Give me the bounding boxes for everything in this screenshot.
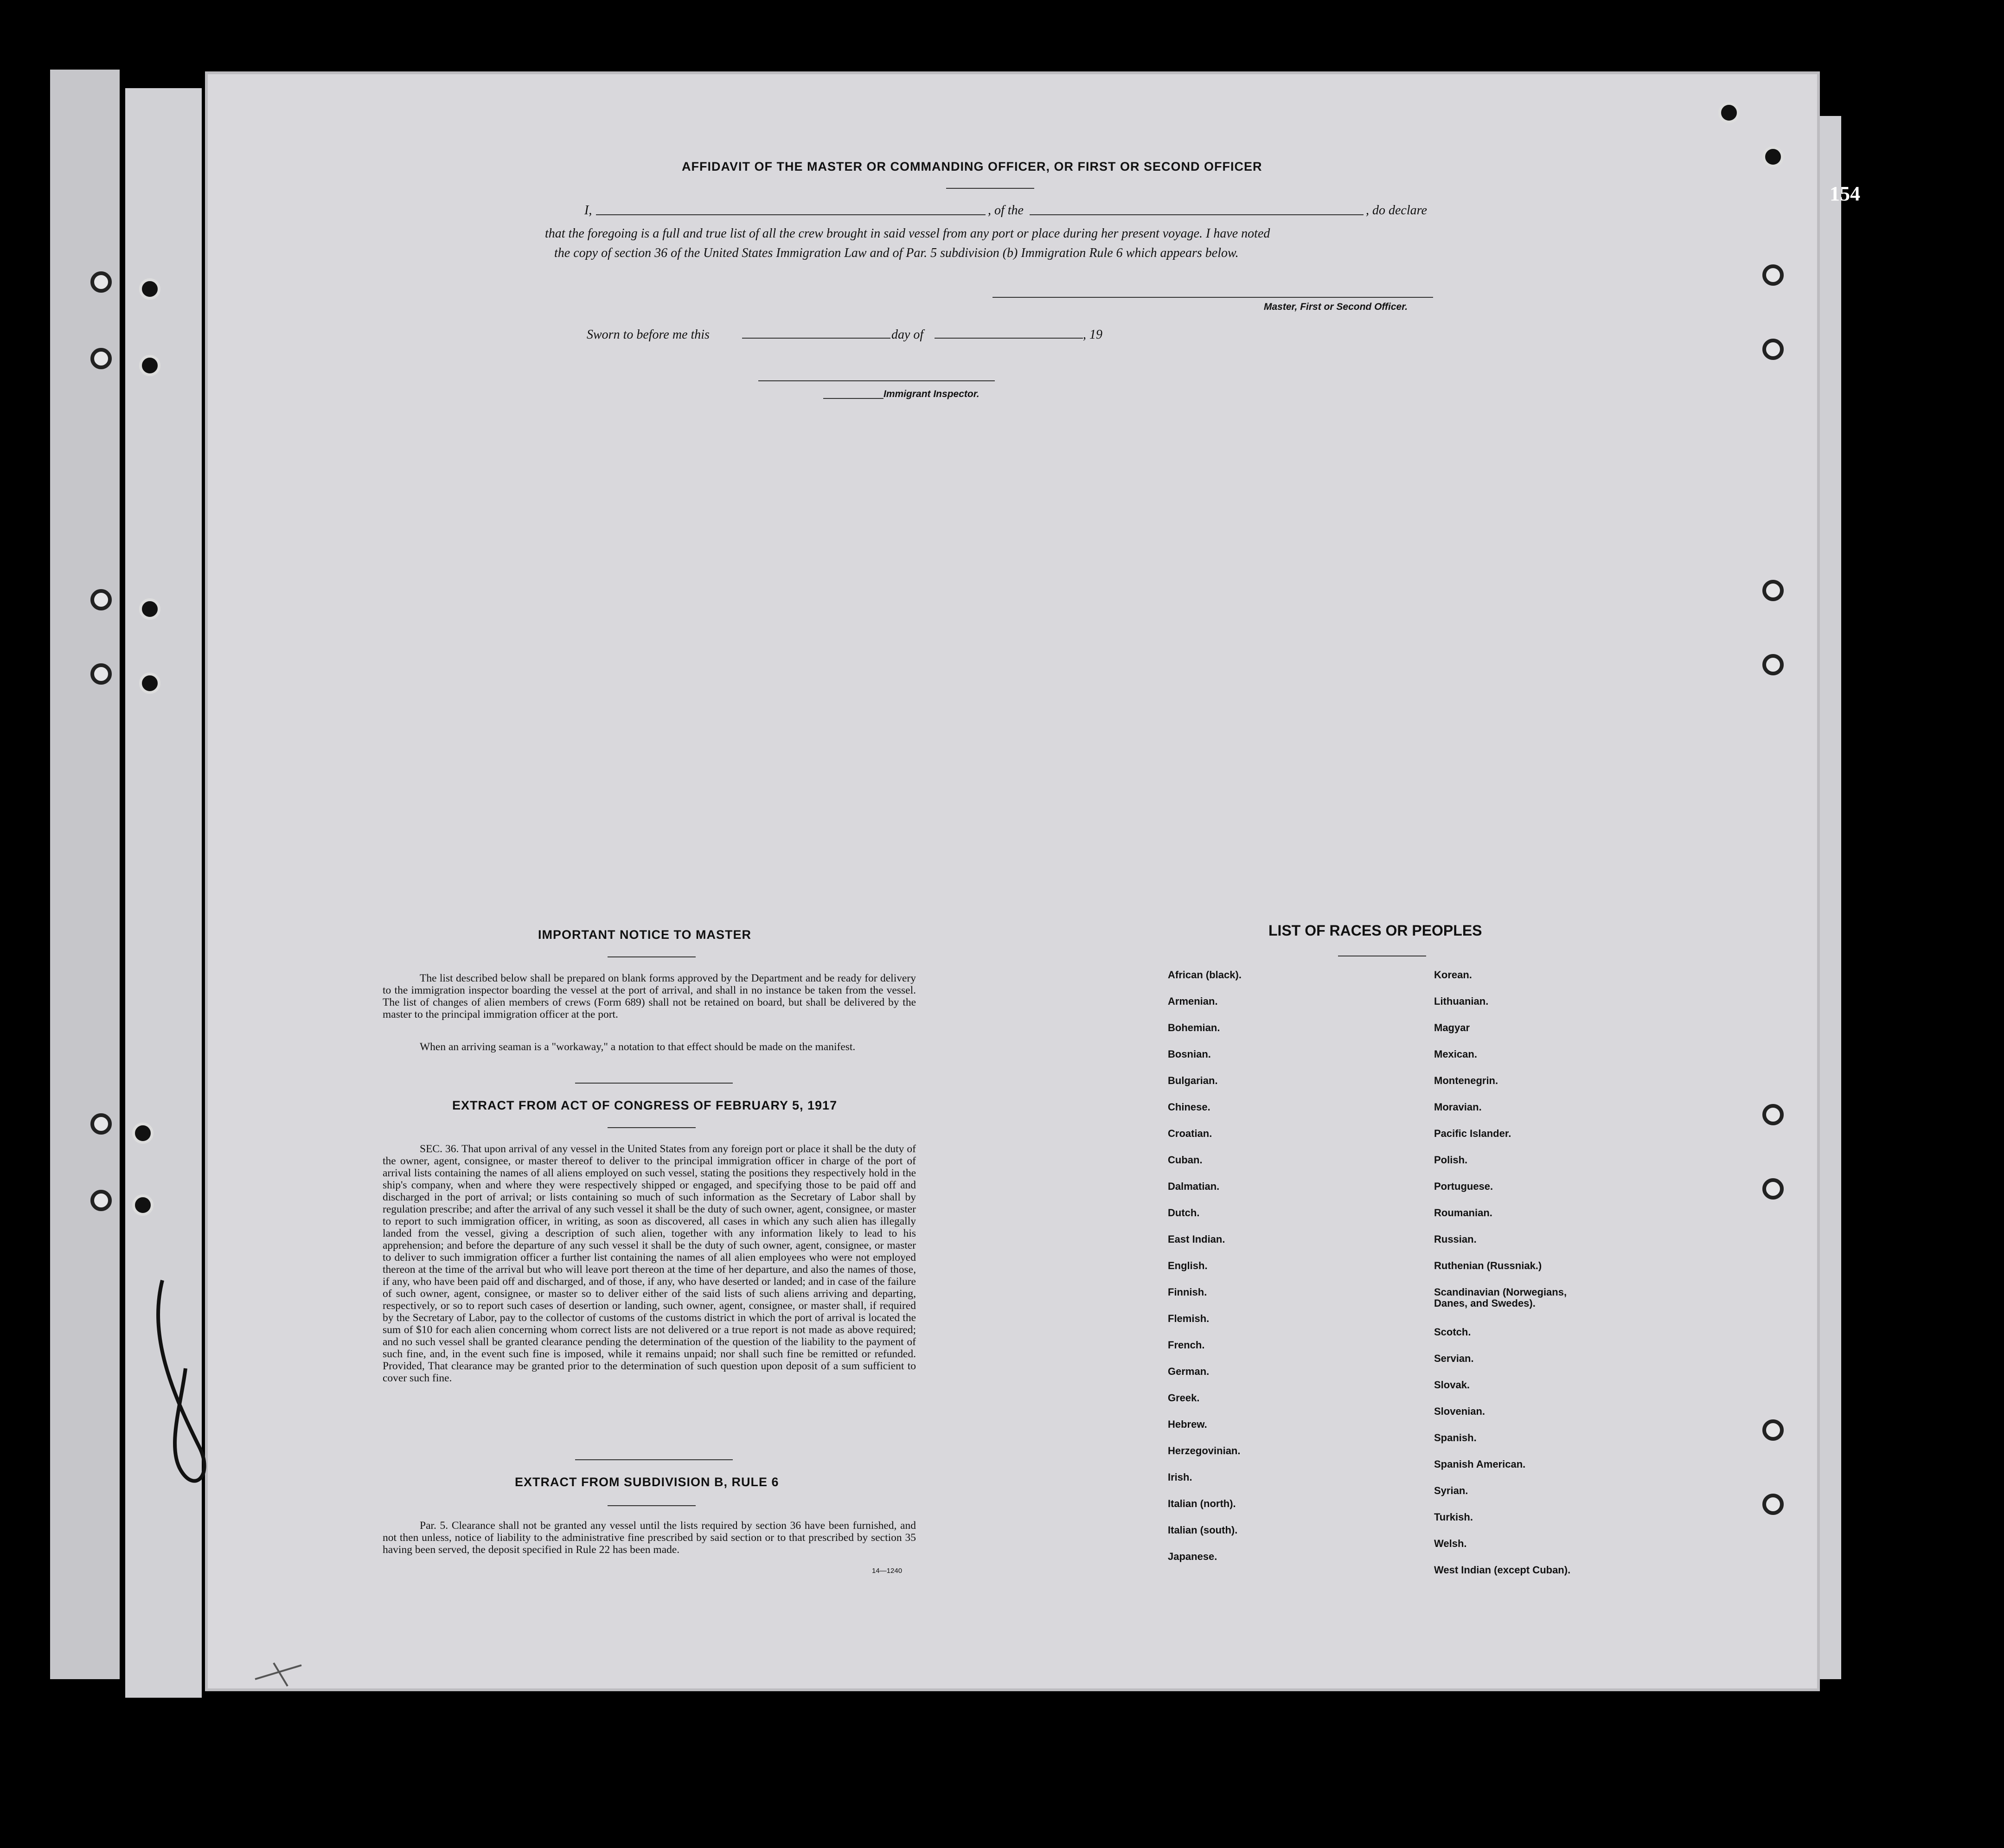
race-item: Spanish. — [1434, 1432, 1477, 1444]
sworn-month-blank — [935, 338, 1083, 339]
binder-hole — [1762, 1178, 1784, 1200]
name-blank — [596, 214, 986, 215]
affidavit-line3: the copy of section 36 of the United States Immigration Law and of Par. 5 subdivision (b) Immigration Rule 6 which appears below. — [554, 246, 1239, 260]
affidavit-line1-mid: , of the — [988, 203, 1024, 218]
divider — [608, 1127, 696, 1128]
binder-hole — [139, 355, 160, 376]
binder-hole — [90, 271, 112, 293]
inspector-signature-line — [758, 380, 995, 381]
race-item: Bulgarian. — [1168, 1075, 1218, 1086]
race-item: French. — [1168, 1339, 1205, 1351]
binder-hole — [90, 1190, 112, 1211]
race-item: Finnish. — [1168, 1286, 1207, 1298]
race-item: Mexican. — [1434, 1048, 1477, 1060]
binder-hole — [1762, 339, 1784, 360]
divider — [608, 956, 696, 957]
race-item: Syrian. — [1434, 1485, 1468, 1496]
race-item: Servian. — [1434, 1353, 1474, 1364]
race-item: East Indian. — [1168, 1233, 1225, 1245]
binder-hole — [1762, 654, 1784, 675]
inspector-label: Immigrant Inspector. — [884, 389, 980, 399]
race-item: Dutch. — [1168, 1207, 1200, 1219]
race-item: Flemish. — [1168, 1313, 1210, 1324]
race-item: Japanese. — [1168, 1551, 1217, 1562]
sworn-end: , 19 — [1083, 327, 1102, 342]
binder-hole — [90, 348, 112, 369]
race-item: Pacific Islander. — [1434, 1128, 1511, 1139]
binder-hole — [90, 589, 112, 610]
race-item: Bohemian. — [1168, 1022, 1220, 1033]
affidavit-line1-start: I, — [584, 203, 592, 218]
race-item: Scotch. — [1434, 1326, 1471, 1338]
notice-paragraph: When an arriving seaman is a "workaway," a notation to that effect should be made on the manifest. — [420, 1041, 856, 1053]
race-item: African (black). — [1168, 969, 1242, 981]
notice-paragraph: The list described below shall be prepared on blank forms approved by the Department and be ready for delivery to the immigration inspector boarding the vessel at the port of arrival, and shall in no instance be taken from the vessel. The list of changes of alien members of crews (Form 689) shall not be retained on board, but shall be delivered by the master to the principal immigration officer at the port. — [383, 972, 916, 1020]
race-item: Moravian. — [1434, 1101, 1482, 1113]
handwritten-mark-bottom — [250, 1661, 306, 1688]
handwritten-loop-mark — [130, 1252, 223, 1512]
binder-hole — [1762, 264, 1784, 286]
binder-hole — [132, 1123, 154, 1144]
binder-hole — [90, 1113, 112, 1135]
extract-act-title: EXTRACT FROM ACT OF CONGRESS OF FEBRUARY 5, 1917 — [452, 1098, 838, 1112]
page-number: 154 — [1830, 182, 1860, 205]
form-code: 14—1240 — [872, 1567, 903, 1575]
race-item: Lithuanian. — [1434, 995, 1489, 1007]
race-item: Russian. — [1434, 1233, 1477, 1245]
race-item: Herzegovinian. — [1168, 1445, 1241, 1457]
race-item: Welsh. — [1434, 1538, 1467, 1549]
binder-hole — [1762, 1104, 1784, 1125]
extract-act-text: SEC. 36. That upon arrival of any vessel in the United States from any foreign port or place it shall be the duty of the owner, agent, consignee, or master thereof to deliver to the principal immigration officer in charge of the port of arrival lists containing the names of all aliens employed on such vessel, stating the positions they respectively hold in the ship's company, when and where they were respectively shipped or engaged, and specifying those to be paid off and discharged in the port of arrival; or lists containing so much of such information as the Secretary of Labor shall by regulation prescribe; and after the arrival of any such vessel it shall be the duty of such owner, agent, consignee, or master to report to such immigration officer, in writing, as soon as discovered, all cases in which any such alien has illegally landed from the vessel, giving a description of such alien, together with any information likely to lead to his apprehension; and before the departure of any such vessel it shall be the duty of such owner, agent, consignee, or master to deliver to such immigration officer a further list containing the names of all alien employees who were not employed thereon at the time of the arrival but who will leave port thereon at the time of her departure, and also the names of those, if any, who have been paid off and discharged, and of those, if any, who have deserted or landed; and in case of the failure of such owner, agent, consignee, or master so to deliver either of the said lists of such aliens arriving and departing, respectively, or so to report such cases of desertion or landing, such owner, agent, consignee, or master shall, if required by the Secretary of Labor, pay to the collector of customs of the customs district in which the port of arrival is located the sum of $10 for each alien concerning whom correct lists are not delivered or a true report is not made as above required; and no such vessel shall be granted clearance pending the determination of the question of the liability to the payment of such fine, and, in the event such fine is imposed, while it remains unpaid; nor shall such fine be remitted or refunded. Provided, That clearance may be granted prior to the determination of such question upon deposit of a sum sufficient to cover such fine. — [383, 1143, 916, 1384]
race-item: Italian (south). — [1168, 1524, 1238, 1536]
race-item: Chinese. — [1168, 1101, 1210, 1113]
master-signature-label: Master, First or Second Officer. — [1264, 302, 1408, 312]
race-item: Portuguese. — [1434, 1181, 1493, 1192]
race-item: Cuban. — [1168, 1154, 1203, 1166]
document-sheet — [208, 74, 1817, 1688]
divider — [575, 1459, 733, 1460]
notice-title: IMPORTANT NOTICE TO MASTER — [538, 928, 751, 942]
binder-hole — [139, 598, 160, 620]
race-item: Slovenian. — [1434, 1405, 1485, 1417]
race-item: Magyar — [1434, 1022, 1470, 1033]
binder-hole — [1762, 1419, 1784, 1441]
affidavit-title: AFFIDAVIT OF THE MASTER OR COMMANDING OFFICER, OR FIRST OR SECOND OFFICER — [682, 160, 1262, 173]
binder-hole — [139, 278, 160, 300]
divider — [608, 1505, 696, 1506]
binder-hole — [1762, 146, 1784, 167]
race-item: Greek. — [1168, 1392, 1200, 1404]
affidavit-line2: that the foregoing is a full and true list of all the crew brought in said vessel from any port or place during her present voyage. I have noted — [545, 226, 1270, 241]
binder-hole — [90, 663, 112, 685]
vessel-blank — [1030, 214, 1364, 215]
binder-hole — [1718, 102, 1740, 123]
race-item: Spanish American. — [1434, 1458, 1526, 1470]
left-binder-strip — [50, 70, 120, 1679]
extract-rule-title: EXTRACT FROM SUBDIVISION B, RULE 6 — [515, 1475, 779, 1489]
race-item: Italian (north). — [1168, 1498, 1236, 1509]
race-item: Bosnian. — [1168, 1048, 1211, 1060]
sworn-start: Sworn to before me this — [587, 327, 710, 342]
race-item: Dalmatian. — [1168, 1181, 1220, 1192]
race-item: Polish. — [1434, 1154, 1468, 1166]
master-signature-line — [992, 297, 1433, 298]
sworn-mid: day of — [891, 327, 924, 342]
binder-hole — [1762, 1494, 1784, 1515]
affidavit-line1-end: , do declare — [1366, 203, 1427, 218]
race-item: Turkish. — [1434, 1511, 1473, 1523]
race-item: Slovak. — [1434, 1379, 1470, 1391]
race-item: Croatian. — [1168, 1128, 1212, 1139]
divider — [575, 1083, 733, 1084]
race-item: Hebrew. — [1168, 1418, 1207, 1430]
sworn-day-blank — [742, 338, 890, 339]
race-item: Montenegrin. — [1434, 1075, 1498, 1086]
inspector-dash — [823, 398, 884, 399]
extract-rule-text: Par. 5. Clearance shall not be granted any vessel until the lists required by section 36 have been furnished, and not then unless, notice of liability to the administrative fine prescribed by said section or to that prescribed by section 35 having been served, the deposit specified in Rule 22 has been made. — [383, 1520, 916, 1556]
race-item: Ruthenian (Russniak.) — [1434, 1260, 1542, 1271]
race-item: English. — [1168, 1260, 1208, 1271]
race-item: Irish. — [1168, 1471, 1192, 1483]
race-item: Scandinavian (Norwegians, Danes, and Swedes). — [1434, 1286, 1567, 1309]
binder-hole — [132, 1194, 154, 1216]
binder-hole — [1762, 580, 1784, 601]
race-item: Armenian. — [1168, 995, 1218, 1007]
races-title: LIST OF RACES OR PEOPLES — [1268, 922, 1482, 939]
race-item: German. — [1168, 1366, 1210, 1377]
divider — [946, 188, 1034, 189]
race-item: Roumanian. — [1434, 1207, 1492, 1219]
race-item: Korean. — [1434, 969, 1472, 981]
binder-hole — [139, 673, 160, 694]
race-item: West Indian (except Cuban). — [1434, 1564, 1571, 1576]
